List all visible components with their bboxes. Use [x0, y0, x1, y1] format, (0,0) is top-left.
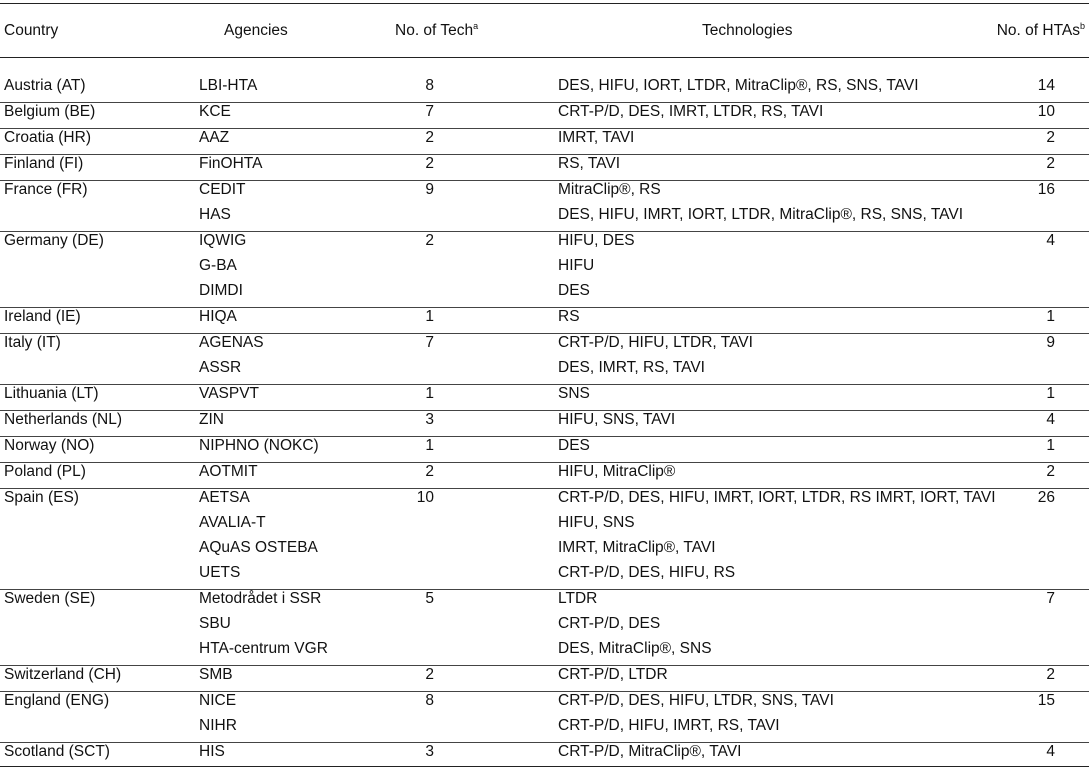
agency-cell: VASPVT — [199, 385, 260, 402]
country-cell: Finland (FI) — [4, 155, 84, 172]
technologies-cell: DES — [558, 282, 590, 299]
technologies-cell: DES — [558, 437, 590, 454]
technologies-cell: CRT-P/D, DES, HIFU, IMRT, IORT, LTDR, RS IMRT, IORT, TAVI — [558, 489, 996, 506]
row-separator — [0, 742, 1089, 743]
agency-cell: NIHR — [199, 717, 237, 734]
agency-cell: CEDIT — [199, 181, 246, 198]
tech-count-cell: 2 — [425, 129, 434, 146]
header-no-of-htas-label: No. of HTAs — [996, 22, 1080, 39]
agency-cell: SBU — [199, 615, 231, 632]
agency-cell: AVALIA-T — [199, 514, 266, 531]
technologies-cell: LTDR — [558, 590, 598, 607]
header-rule — [0, 57, 1089, 58]
hta-count-cell: 26 — [1037, 489, 1055, 506]
country-cell: Spain (ES) — [4, 489, 79, 506]
row-separator — [0, 333, 1089, 334]
hta-count-cell: 1 — [1046, 385, 1055, 402]
agency-cell: SMB — [199, 666, 233, 683]
tech-count-cell: 2 — [425, 155, 434, 172]
technologies-cell: DES, MitraClip®, SNS — [558, 640, 712, 657]
header-country: Country — [4, 22, 59, 39]
tech-count-cell: 8 — [425, 692, 434, 709]
row-separator — [0, 436, 1089, 437]
bottom-rule — [0, 766, 1089, 767]
row-separator — [0, 665, 1089, 666]
row-separator — [0, 589, 1089, 590]
header-agencies: Agencies — [224, 22, 288, 39]
header-technologies: Technologies — [702, 22, 793, 39]
country-cell: Scotland (SCT) — [4, 743, 110, 760]
technologies-cell: CRT-P/D, MitraClip®, TAVI — [558, 743, 742, 760]
tech-count-cell: 5 — [425, 590, 434, 607]
technologies-cell: MitraClip®, RS — [558, 181, 661, 198]
country-cell: Switzerland (CH) — [4, 666, 122, 683]
technologies-cell: IMRT, MitraClip®, TAVI — [558, 539, 716, 556]
agency-cell: AAZ — [199, 129, 230, 146]
tech-count-cell: 2 — [425, 666, 434, 683]
agency-cell: KCE — [199, 103, 231, 120]
technologies-cell: HIFU, SNS — [558, 514, 635, 531]
technologies-cell: CRT-P/D, DES — [558, 615, 661, 632]
agency-cell: HIQA — [199, 308, 237, 325]
country-cell: Poland (PL) — [4, 463, 86, 480]
hta-count-cell: 2 — [1046, 463, 1055, 480]
technologies-cell: HIFU — [558, 257, 595, 274]
row-separator — [0, 231, 1089, 232]
row-separator — [0, 307, 1089, 308]
agency-cell: DIMDI — [199, 282, 243, 299]
technologies-cell: DES, HIFU, IMRT, IORT, LTDR, MitraClip®, RS, SNS, TAVI — [558, 206, 964, 223]
row-separator — [0, 462, 1089, 463]
hta-count-cell: 4 — [1046, 232, 1055, 249]
country-cell: England (ENG) — [4, 692, 110, 709]
tech-count-cell: 1 — [425, 385, 434, 402]
country-cell: Sweden (SE) — [4, 590, 96, 607]
hta-count-cell: 1 — [1046, 308, 1055, 325]
header-no-of-htas — [997, 22, 1085, 40]
agency-cell: FinOHTA — [199, 155, 263, 172]
hta-count-cell: 16 — [1037, 181, 1055, 198]
technologies-cell: CRT-P/D, LTDR — [558, 666, 668, 683]
technologies-cell: CRT-P/D, DES, HIFU, LTDR, SNS, TAVI — [558, 692, 834, 709]
header-no-of-tech-label: No. of Tech — [395, 22, 474, 39]
tech-count-cell: 7 — [425, 103, 434, 120]
agency-cell: LBI-HTA — [199, 77, 258, 94]
row-separator — [0, 180, 1089, 181]
technologies-cell: RS — [558, 308, 580, 325]
row-separator — [0, 488, 1089, 489]
header-no-of-tech — [395, 22, 478, 40]
hta-count-cell: 15 — [1037, 692, 1055, 709]
agency-cell: G-BA — [199, 257, 237, 274]
agency-cell: IQWIG — [199, 232, 247, 249]
header-no-of-tech-footnote: a — [473, 20, 479, 31]
hta-count-cell: 4 — [1046, 411, 1055, 428]
technologies-cell: HIFU, DES — [558, 232, 635, 249]
hta-count-cell: 2 — [1046, 155, 1055, 172]
agency-cell: ASSR — [199, 359, 242, 376]
agency-cell: ZIN — [199, 411, 224, 428]
tech-count-cell: 2 — [425, 463, 434, 480]
tech-count-cell: 2 — [425, 232, 434, 249]
country-cell: Italy (IT) — [4, 334, 61, 351]
agency-cell: NIPHNO (NOKC) — [199, 437, 319, 454]
top-rule — [0, 3, 1089, 4]
technologies-cell: RS, TAVI — [558, 155, 621, 172]
header-no-of-htas-footnote: b — [1079, 20, 1085, 31]
tech-count-cell: 8 — [425, 77, 434, 94]
technologies-cell: CRT-P/D, HIFU, LTDR, TAVI — [558, 334, 753, 351]
agency-cell: AGENAS — [199, 334, 264, 351]
hta-count-cell: 2 — [1046, 129, 1055, 146]
agency-cell: AQuAS OSTEBA — [199, 539, 318, 556]
technologies-cell: CRT-P/D, HIFU, IMRT, RS, TAVI — [558, 717, 780, 734]
technologies-cell: IMRT, TAVI — [558, 129, 635, 146]
row-separator — [0, 691, 1089, 692]
tech-count-cell: 3 — [425, 743, 434, 760]
technologies-cell: DES, HIFU, IORT, LTDR, MitraClip®, RS, SNS, TAVI — [558, 77, 919, 94]
technologies-cell: DES, IMRT, RS, TAVI — [558, 359, 705, 376]
tech-count-cell: 3 — [425, 411, 434, 428]
hta-count-cell: 4 — [1046, 743, 1055, 760]
agency-cell: HTA-centrum VGR — [199, 640, 328, 657]
hta-count-cell: 14 — [1037, 77, 1055, 94]
hta-count-cell: 1 — [1046, 437, 1055, 454]
country-cell: Ireland (IE) — [4, 308, 81, 325]
country-cell: Belgium (BE) — [4, 103, 96, 120]
row-separator — [0, 128, 1089, 129]
agency-cell: AOTMIT — [199, 463, 258, 480]
row-separator — [0, 410, 1089, 411]
hta-count-cell: 10 — [1037, 103, 1055, 120]
country-cell: Austria (AT) — [4, 77, 86, 94]
tech-count-cell: 1 — [425, 308, 434, 325]
row-separator — [0, 154, 1089, 155]
agency-cell: HAS — [199, 206, 231, 223]
country-cell: Netherlands (NL) — [4, 411, 123, 428]
tech-count-cell: 7 — [425, 334, 434, 351]
hta-count-cell: 2 — [1046, 666, 1055, 683]
country-cell: Germany (DE) — [4, 232, 104, 249]
tech-count-cell: 1 — [425, 437, 434, 454]
technologies-cell: CRT-P/D, DES, HIFU, RS — [558, 564, 736, 581]
row-separator — [0, 102, 1089, 103]
technologies-cell: HIFU, MitraClip® — [558, 463, 676, 480]
agency-cell: AETSA — [199, 489, 250, 506]
row-separator — [0, 384, 1089, 385]
tech-count-cell: 9 — [425, 181, 434, 198]
technologies-cell: SNS — [558, 385, 590, 402]
agency-cell: UETS — [199, 564, 241, 581]
country-cell: Norway (NO) — [4, 437, 95, 454]
technologies-cell: CRT-P/D, DES, IMRT, LTDR, RS, TAVI — [558, 103, 824, 120]
hta-count-cell: 9 — [1046, 334, 1055, 351]
agency-cell: HIS — [199, 743, 225, 760]
tech-count-cell: 10 — [416, 489, 434, 506]
country-cell: Lithuania (LT) — [4, 385, 99, 402]
hta-count-cell: 7 — [1046, 590, 1055, 607]
technologies-cell: HIFU, SNS, TAVI — [558, 411, 676, 428]
country-cell: France (FR) — [4, 181, 88, 198]
agency-cell: Metodrådet i SSR — [199, 590, 322, 607]
agency-cell: NICE — [199, 692, 237, 709]
country-cell: Croatia (HR) — [4, 129, 91, 146]
